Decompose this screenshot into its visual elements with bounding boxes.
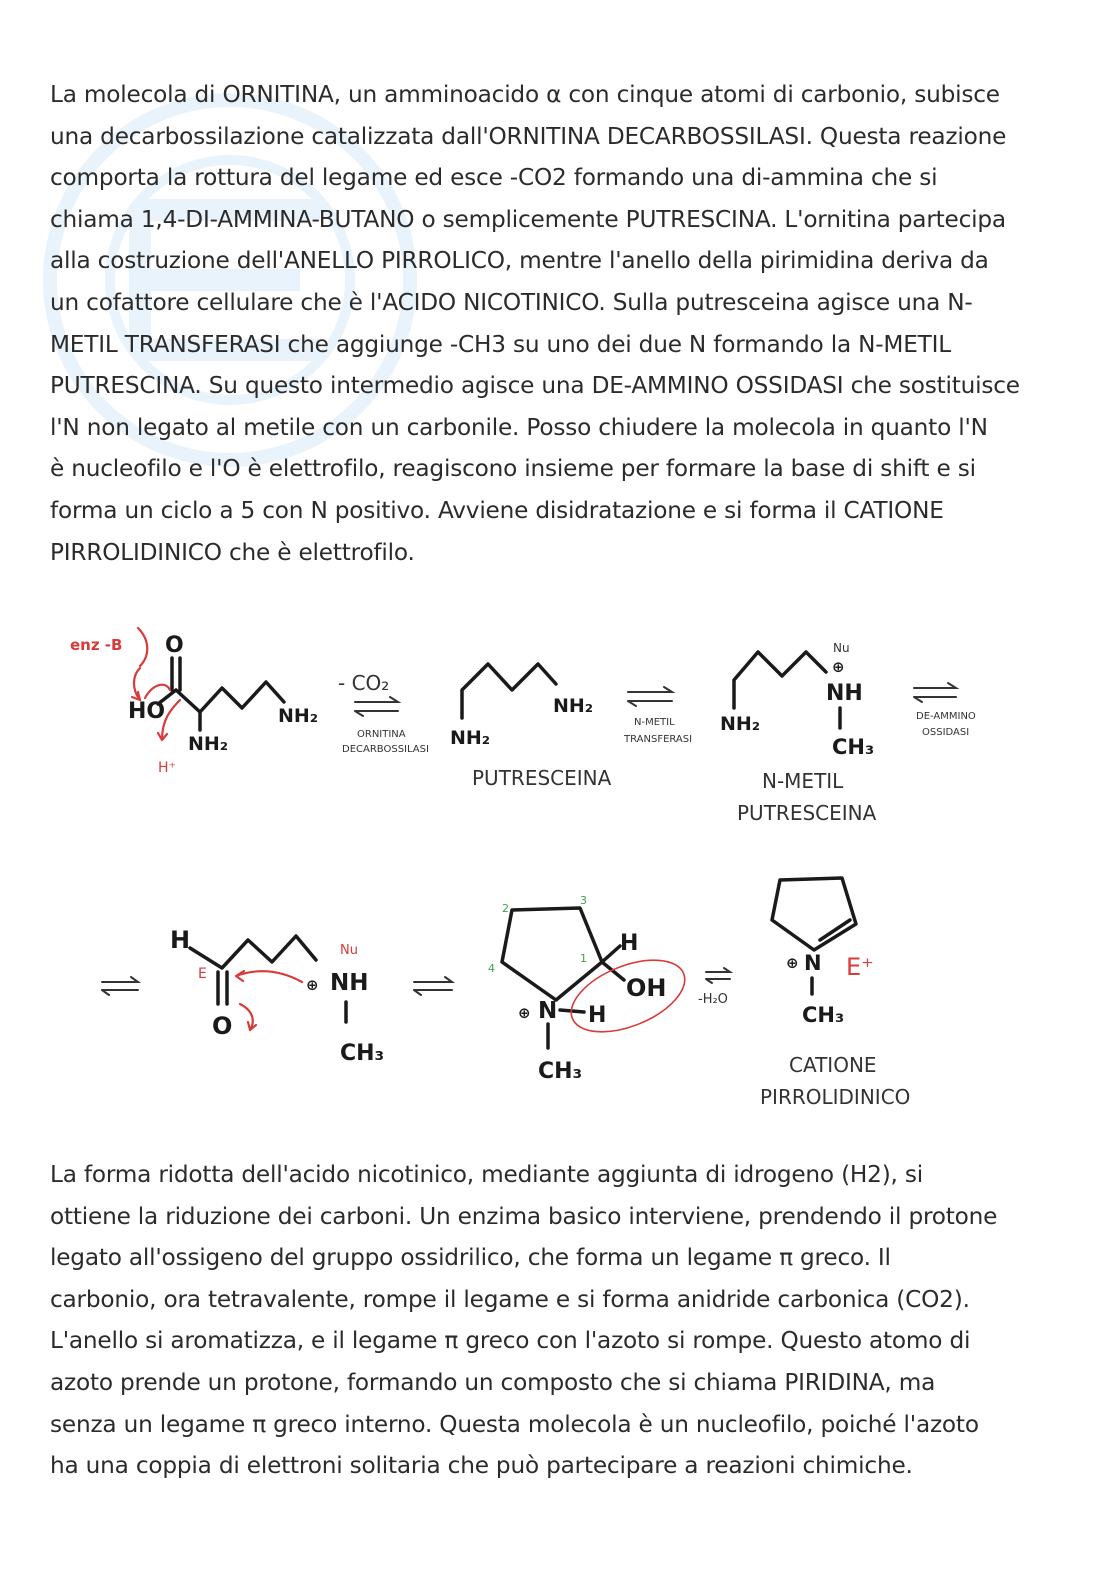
enzyme-label: OSSIDASI [922,727,970,738]
lone-pair-mark: ⊕ [306,976,319,994]
atom-n: N [538,998,558,1024]
atom-o: O [212,1012,233,1040]
atom-nh: NH [330,970,369,996]
atom-ch3: CH₃ [832,735,875,759]
lone-pair-mark: ⊕ [832,658,845,676]
text-line: PUTRESCINA. Su questo intermedio agisce una DE-AMMINO OSSIDASI che sostituisce [50,372,1020,400]
atom-h: H [620,931,639,956]
putresceina-structure [450,664,612,790]
ring-number: 3 [580,894,587,907]
text-line: legato all'ossigeno del gruppo ossidrilico, che forma un legame π greco. Il [50,1244,891,1272]
enzyme-base-label: enz -B [70,636,123,654]
n-metil-putresceina-structure [720,641,877,825]
text-line: La molecola di ORNITINA, un amminoacido α con cinque atomi di carbonio, subisce [50,81,1000,108]
equilibrium-arrow [414,977,452,995]
atom-h: H [170,926,191,954]
equilibrium-arrow [102,977,138,995]
enzyme-label: N-METIL [634,717,675,728]
atom-nh2: NH₂ [553,695,594,717]
atom-nh: NH [826,681,863,706]
atom-nh2: NH₂ [450,727,491,749]
text-line: ottiene la riduzione dei carboni. Un enzima basico interviene, prendendo il protone [50,1202,998,1230]
arrow-decarbossilasi [338,671,429,755]
atom-n: N [804,951,822,975]
arrow-deammino-ossidasi [914,683,976,738]
text-line: METIL TRANSFERASI che aggiunge -CH3 su uno dei due N formando la N-METIL [50,330,952,358]
atom-nh2: NH₂ [720,713,761,735]
ring-number: 2 [502,902,509,915]
atom-nh2: NH₂ [278,705,319,727]
atom-nh2: NH₂ [188,733,229,755]
atom-ho: HO [128,699,166,724]
positive-charge: ⊕ [518,1004,531,1022]
enzyme-label: ORNITINA [357,729,406,740]
compound-label: PIRROLIDINICO [760,1085,911,1109]
text-line: carbonio, ora tetravalente, rompe il legame e si forma anidride carbonica (CO2). [50,1285,970,1313]
h2o-loss-label: -H₂O [698,992,728,1007]
text-line: senza un legame π greco interno. Questa molecola è un nucleofilo, poiché l'azoto [50,1410,979,1438]
atom-h-plus: H⁺ [158,760,176,776]
aldeide-intermedio [170,926,384,1066]
atom-o: O [165,633,184,658]
atom-h: H [588,1003,607,1028]
ornitina-structure [70,628,318,776]
catione-pirrolidinico-structure [760,878,910,1109]
text-line: è nucleofilo e l'O è elettrofilo, reagiscono insieme per formare la base di shift e si [50,455,976,483]
compound-label: N-METIL [762,769,844,793]
compound-label: CATIONE [789,1053,877,1077]
text-line: comporta la rottura del legame ed esce -CO2 formando una di-ammina che si [50,164,938,192]
enzyme-label: DE-AMMINO [916,711,976,722]
text-line: un cofattore cellulare che è l'ACIDO NICOTINICO. Sulla putresceina agisce una N- [50,288,973,316]
text-line: forma un ciclo a 5 con N positivo. Avviene disidratazione e si forma il CATIONE [50,496,944,524]
atom-ch3: CH₃ [538,1059,583,1084]
enzyme-label: TRANSFERASI [624,734,693,745]
co2-loss-label: - CO₂ [338,671,390,695]
ring-number: 4 [488,962,495,975]
electrophile-label: E⁺ [846,953,874,981]
arrow-disidratazione [698,968,730,1007]
carbinolammina-ciclica [488,894,695,1084]
nucleophile-label: Nu [833,641,850,655]
compound-label: PUTRESCEINA [737,801,877,825]
text-line: azoto prende un protone, formando un composto che si chiama PIRIDINA, ma [50,1368,936,1396]
text-line: L'anello si aromatizza, e il legame π greco con l'azoto si rompe. Questo atomo di [50,1327,971,1355]
atom-ch3: CH₃ [340,1041,385,1066]
nucleophile-label: Nu [340,943,358,958]
positive-charge: ⊕ [786,954,799,972]
text-line: una decarbossilazione catalizzata dall'ORNITINA DECARBOSSILASI. Questa reazione [50,122,1007,150]
text-line: l'N non legato al metile con un carbonile. Posso chiudere la molecola in quanto l'N [50,413,988,441]
text-line: PIRROLIDINICO che è elettrofilo. [50,538,415,566]
atom-oh: OH [626,974,667,1002]
compound-label: PUTRESCEINA [472,766,612,790]
ring-number: 1 [580,952,587,965]
text-line: La forma ridotta dell'acido nicotinico, mediante aggiunta di idrogeno (H2), si [50,1161,924,1188]
paragraph-acido-nicotinico [50,1154,1060,1487]
electrophile-label: E [198,966,207,982]
text-line: chiama 1,4-DI-AMMINA-BUTANO o semplicemente PUTRESCINA. L'ornitina partecipa [50,205,1006,233]
text-line: ha una coppia di elettroni solitaria che può partecipare a reazioni chimiche. [50,1452,913,1480]
arrow-metiltransferasi [623,687,692,745]
text-line: alla costruzione dell'ANELLO PIRROLICO, mentre l'anello della pirimidina deriva da [50,247,989,275]
atom-ch3: CH₃ [802,1003,845,1027]
enzyme-label: DECARBOSSILASI [342,744,429,755]
